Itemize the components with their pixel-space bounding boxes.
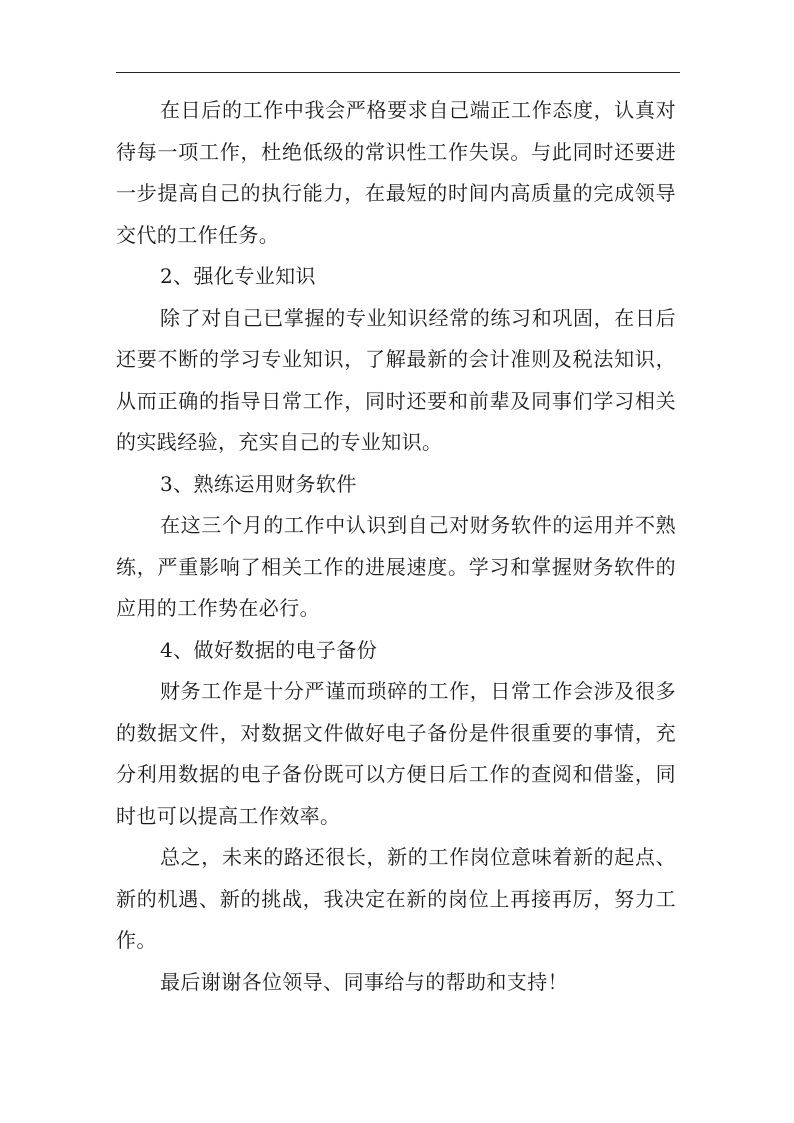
heading-finance-software: 3、熟练运用财务软件 bbox=[160, 471, 357, 496]
heading-strengthen-knowledge: 2、强化专业知识 bbox=[160, 264, 316, 288]
paragraph-conclusion: 总之，未来的路还很长，新的工作岗位意味着新的起点、新的机遇、新的挑战，我决定在新的岗位上再接再厉，努力工作。 bbox=[116, 845, 676, 952]
document-body bbox=[116, 90, 676, 1003]
paragraph-work-attitude: 在日后的工作中我会严格要求自己端正工作态度，认真对待每一项工作，杜绝低级的常识性工作失误。与此同时还要进一步提高自己的执行能力，在最短的时间内高质量的完成领导交代的工作任务。 bbox=[116, 98, 676, 247]
paragraph-professional-knowledge: 除了对自己已掌握的专业知识经常的练习和巩固，在日后还要不断的学习专业知识，了解最新的会计准则及税法知识，从而正确的指导日常工作，同时还要和前辈及同事们学习相关的实践经验，充实自己的专业知识。 bbox=[116, 305, 676, 454]
header-rule bbox=[116, 72, 680, 73]
paragraph-finance-software: 在这三个月的工作中认识到自己对财务软件的运用并不熟练，严重影响了相关工作的进展速度。学习和掌握财务软件的应用的工作势在必行。 bbox=[116, 513, 676, 620]
paragraph-thanks: 最后谢谢各位领导、同事给与的帮助和支持！ bbox=[160, 969, 568, 994]
paragraph-data-backup: 财务工作是十分严谨而琐碎的工作，日常工作会涉及很多的数据文件，对数据文件做好电子备份是件很重要的事情，充分利用数据的电子备份既可以方便日后工作的查阅和借鉴，同时也可以提高工作效率。 bbox=[116, 679, 676, 828]
heading-data-backup: 4、做好数据的电子备份 bbox=[160, 637, 378, 662]
